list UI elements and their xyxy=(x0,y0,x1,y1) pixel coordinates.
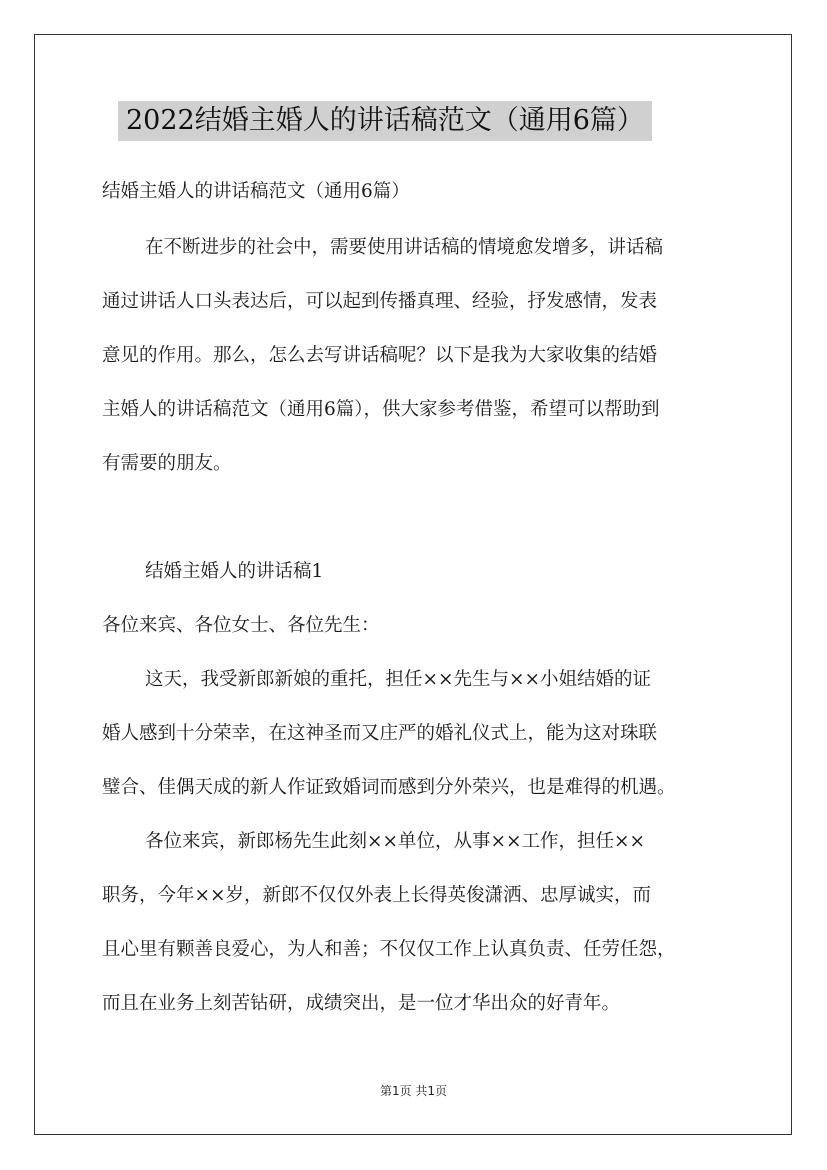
section-heading: 结婚主婚人的讲话稿1 xyxy=(145,561,324,582)
intro-line: 通过讲话人口头表达后，可以起到传播真理、经验，抒发感情，发表 xyxy=(102,291,658,312)
intro-line: 主婚人的讲话稿范文（通用6篇），供大家参考借鉴，希望可以帮助到 xyxy=(102,399,660,420)
paragraph-line: 婚人感到十分荣幸，在这神圣而又庄严的婚礼仪式上，能为这对珠联 xyxy=(102,723,658,744)
paragraph-line: 职务，今年××岁，新郎不仅仅外表上长得英俊潇洒、忠厚诚实，而 xyxy=(102,885,652,906)
paragraph-line: 璧合、佳偶天成的新人作证致婚词而感到分外荣兴，也是难得的机遇。 xyxy=(102,777,676,798)
document-subtitle: 结婚主婚人的讲话稿范文（通用6篇） xyxy=(102,181,410,202)
document-title: 2022结婚主婚人的讲话稿范文（通用6篇） xyxy=(118,101,652,141)
intro-line: 有需要的朋友。 xyxy=(102,453,232,474)
greeting: 各位来宾、各位女士、各位先生： xyxy=(102,615,380,636)
paragraph-line: 且心里有颗善良爱心，为人和善；不仅仅工作上认真负责、任劳任怨， xyxy=(102,939,676,960)
paragraph-line: 这天，我受新郎新娘的重托，担任××先生与××小姐结婚的证 xyxy=(145,669,652,690)
page-number-footer: 第1页 共1页 xyxy=(379,1084,448,1098)
intro-line: 意见的作用。那么，怎么去写讲话稿呢？以下是我为大家收集的结婚 xyxy=(102,345,658,366)
intro-line: 在不断进步的社会中，需要使用讲话稿的情境愈发增多，讲话稿 xyxy=(145,237,664,258)
paragraph-line: 各位来宾，新郎杨先生此刻××单位，从事××工作，担任×× xyxy=(145,831,646,852)
paragraph-line: 而且在业务上刻苦钻研，成绩突出，是一位才华出众的好青年。 xyxy=(102,993,621,1014)
